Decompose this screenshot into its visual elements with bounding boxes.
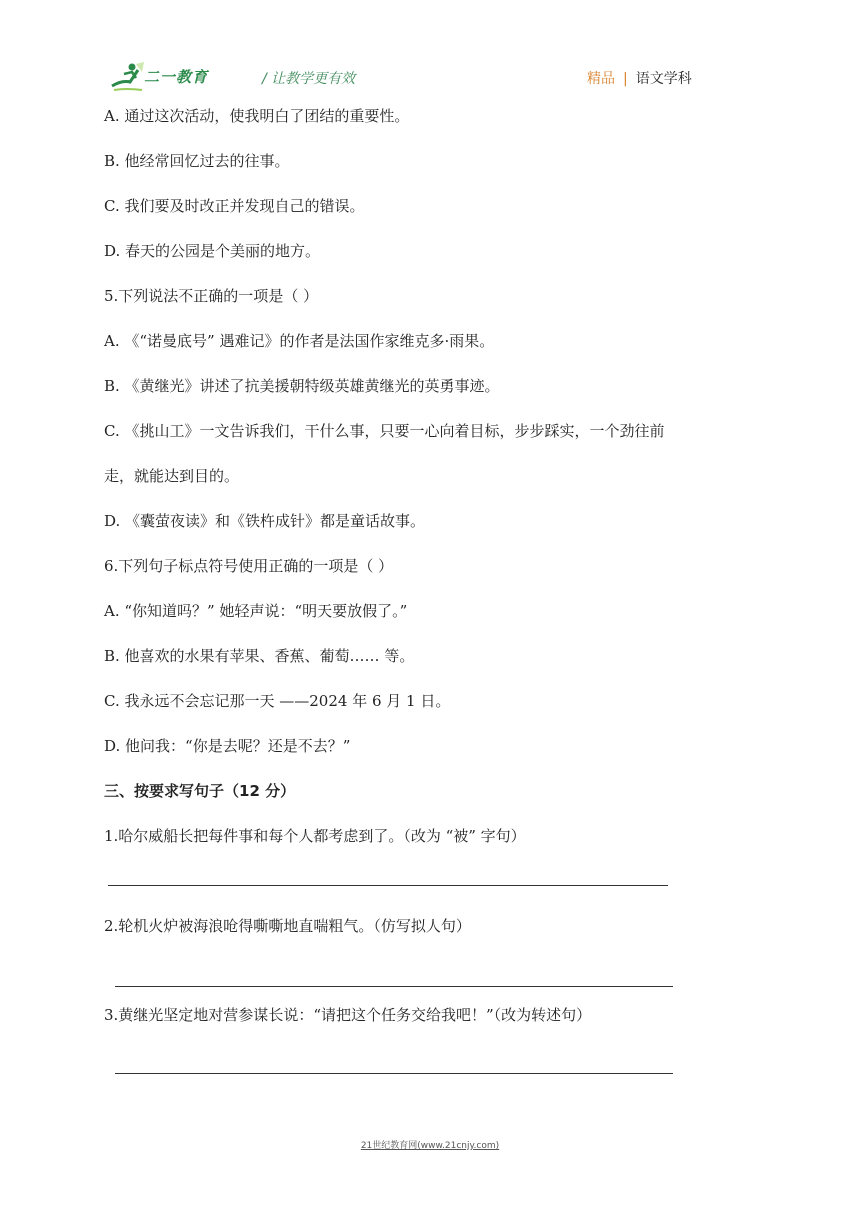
option-line: A. “你知道吗？” 她轻声说：“明天要放假了。” [104,602,408,620]
tag-quality: 精品 [587,71,615,87]
option-line: D. 《囊萤夜读》和《铁杵成针》都是童话故事。 [104,512,426,530]
tag-separator: | [623,71,628,87]
option-line: A. 《“诺曼底号” 遇难记》的作者是法国作家维克多·雨果。 [104,332,495,350]
question-1: 1.哈尔威船长把每件事和每个人都考虑到了。（改为 “被” 字句） [104,827,526,845]
option-line: C. 我们要及时改正并发现自己的错误。 [104,197,365,215]
option-line: B. 他喜欢的水果有苹果、香蕉、葡萄…… 等。 [104,647,415,665]
option-line: D. 他问我：“你是去呢？还是不去？” [104,737,351,755]
logo-text: 二一教育 [144,68,209,86]
footer-link[interactable]: 21世纪教育网(www.21cnjy.com) [360,1141,500,1151]
logo [108,60,228,94]
page-header [0,0,860,100]
option-line: A. 通过这次活动，使我明白了团结的重要性。 [104,107,410,125]
header-tag [587,68,692,88]
question-5: 5.下列说法不正确的一项是（ ） [104,287,319,305]
header-slogan: / 让教学更有效 [262,71,356,87]
question-2: 2.轮机火炉被海浪呛得嘶嘶地直喘粗气。（仿写拟人句） [104,917,471,935]
option-line: C. 我永远不会忘记那一天 ——2024 年 6 月 1 日。 [104,692,451,710]
tag-subject: 语文学科 [635,71,692,87]
option-line: B. 《黄继光》讲述了抗美援朝特级英雄黄继光的英勇事迹。 [104,377,500,395]
answer-line-1[interactable] [108,885,668,886]
answer-line-2[interactable] [115,986,673,987]
answer-line-3[interactable] [115,1073,673,1074]
section-heading: 三、按要求写句子（12 分） [104,782,296,800]
question-6: 6.下列句子标点符号使用正确的一项是（ ） [104,557,394,575]
question-3: 3.黄继光坚定地对营参谋长说：“请把这个任务交给我吧！”（改为转述句） [104,1006,592,1024]
runner-logo-icon [108,60,148,94]
option-line-continued: 走，就能达到目的。 [104,467,240,485]
option-line: C. 《挑山工》一文告诉我们，干什么事，只要一心向着目标，步步踩实，一个劲往前 [104,422,665,440]
option-line: B. 他经常回忆过去的往事。 [104,152,290,170]
option-line: D. 春天的公园是个美丽的地方。 [104,242,321,260]
